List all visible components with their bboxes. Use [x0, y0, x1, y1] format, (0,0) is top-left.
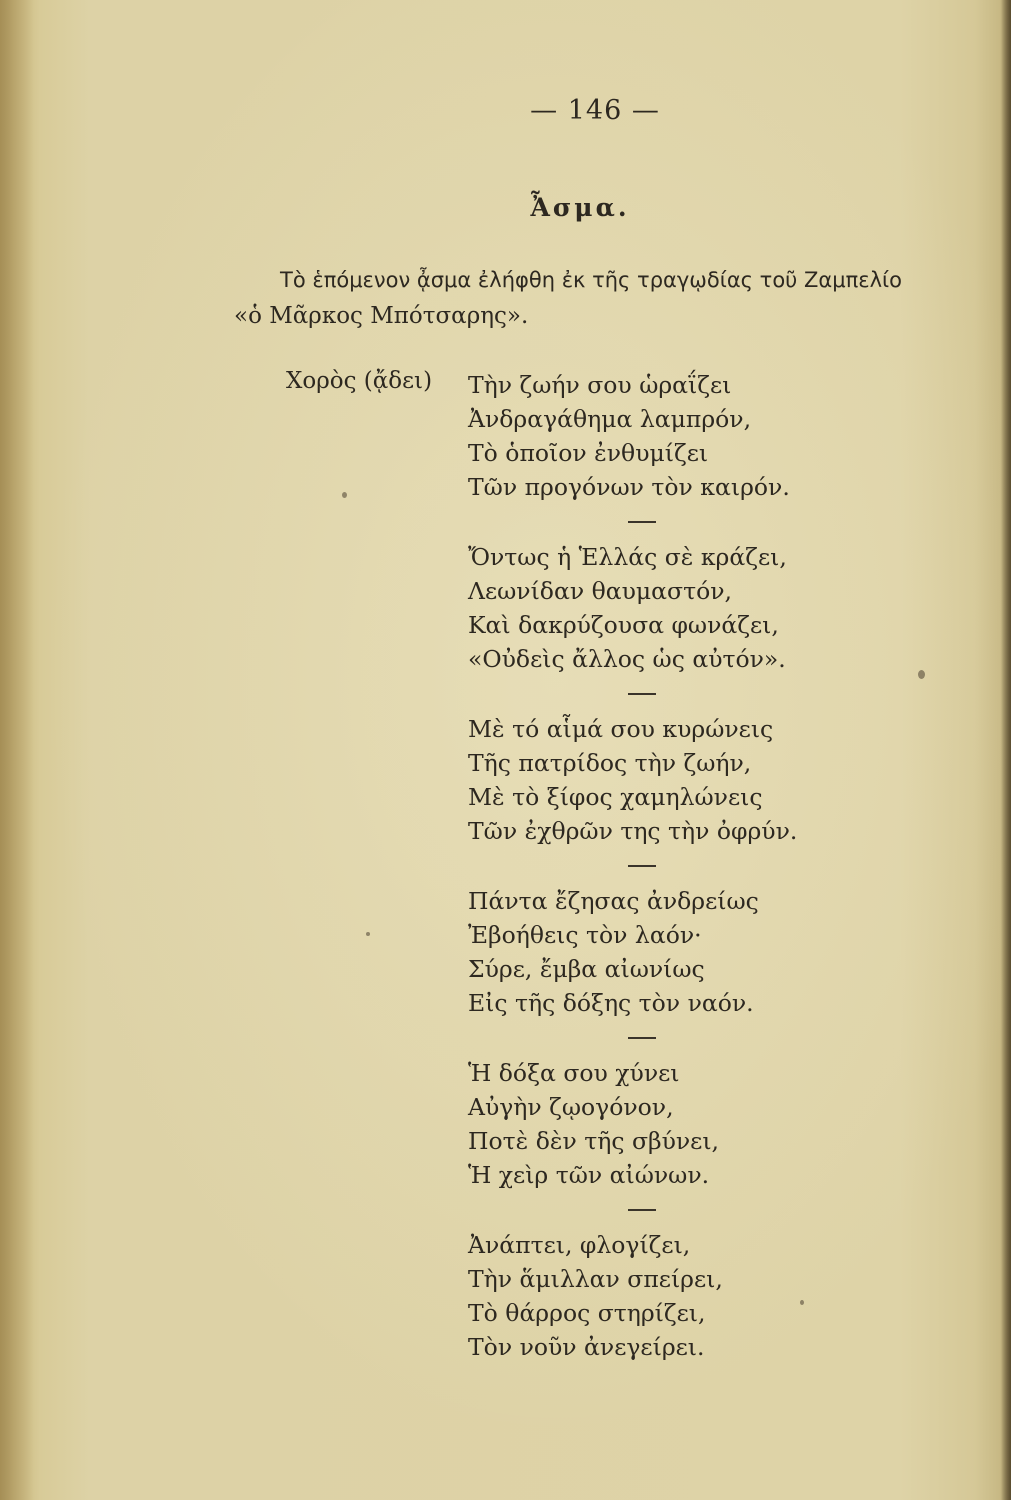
- verse-line: Τὴν ζωήν σου ὡραΐζει: [468, 371, 732, 399]
- stanza: [468, 1056, 888, 1192]
- page-number: — 146 —: [530, 95, 660, 126]
- verse-line: Ποτὲ δὲν τῆς σβύνει,: [468, 1127, 720, 1155]
- stanza: [468, 368, 888, 504]
- stanza-divider: [468, 1020, 888, 1056]
- paper-speck: [342, 492, 347, 498]
- verse-line: Τῶν ἐχθρῶν της τὴν ὀφρύν.: [468, 817, 798, 845]
- section-title: Ἆσμα.: [530, 193, 630, 222]
- stanza-divider: [468, 1192, 888, 1228]
- paper-speck: [918, 670, 925, 679]
- stanza-divider: [468, 504, 888, 540]
- paper-speck: [800, 1300, 804, 1305]
- verse-line: Ἀνάπτει, φλογίζει,: [468, 1231, 691, 1259]
- intro-line-1: Τὸ ἑπόμενον ᾆσμα ἐλήφθη ἐκ τῆς τραγῳδίας τοῦ Ζαμπελίο: [280, 268, 902, 292]
- intro-paragraph: [234, 262, 1004, 334]
- verse-line: Ἐβοήθεις τὸν λαόν·: [468, 921, 702, 949]
- verse-line: Τὸ θάρρος στηρίζει,: [468, 1299, 706, 1327]
- verse-line: Πάντα ἔζησας ἀνδρείως: [468, 887, 759, 915]
- stanza: [468, 884, 888, 1020]
- verse-line: Ὄντως ἡ Ἑλλάς σὲ κράζει,: [468, 543, 787, 571]
- stanza-divider: [468, 676, 888, 712]
- verse-line: Αὐγὴν ζῳογόνον,: [468, 1093, 674, 1121]
- verse-line: Τῆς πατρίδος τὴν ζωήν,: [468, 749, 752, 777]
- page-edge-shadow: [1001, 0, 1011, 1500]
- verse-line: Μὲ τὸ ξίφος χαμηλώνεις: [468, 783, 763, 811]
- verse-line: Ἡ δόξα σου χύνει: [468, 1059, 680, 1087]
- stanza-divider: [468, 848, 888, 884]
- verse-line: Λεωνίδαν θαυμαστόν,: [468, 577, 732, 605]
- verse-line: Τὸ ὁποῖον ἐνθυμίζει: [468, 439, 709, 467]
- verse-line: Σύρε, ἔμβα αἰωνίως: [468, 955, 705, 983]
- stanza: [468, 1228, 888, 1364]
- verse-line: Ἀνδραγάθημα λαμπρόν,: [468, 405, 752, 433]
- speaker-label: Χορὸς (ᾄδει): [286, 368, 433, 394]
- verse-line: Τὴν ἅμιλλαν σπείρει,: [468, 1265, 723, 1293]
- verse-line: Τῶν προγόνων τὸν καιρόν.: [468, 473, 790, 501]
- verse-line: Μὲ τό αἷμά σου κυρώνεις: [468, 715, 774, 743]
- verse-line: «Οὐδεὶς ἄλλος ὡς αὐτόν».: [468, 645, 786, 673]
- poem: [468, 368, 888, 1364]
- verse-line: Ἡ χεὶρ τῶν αἰώνων.: [468, 1161, 710, 1189]
- verse-line: Καὶ δακρύζουσα φωνάζει,: [468, 611, 779, 639]
- binding-shadow: [0, 0, 34, 1500]
- stanza: [468, 712, 888, 848]
- stanza: [468, 540, 888, 676]
- intro-line-2: «ὁ Μᾶρκος Μπότσαρης».: [234, 303, 529, 329]
- paper-speck: [366, 932, 370, 936]
- verse-line: Εἰς τῆς δόξης τὸν ναόν.: [468, 989, 754, 1017]
- verse-line: Τὸν νοῦν ἀνεγείρει.: [468, 1333, 705, 1361]
